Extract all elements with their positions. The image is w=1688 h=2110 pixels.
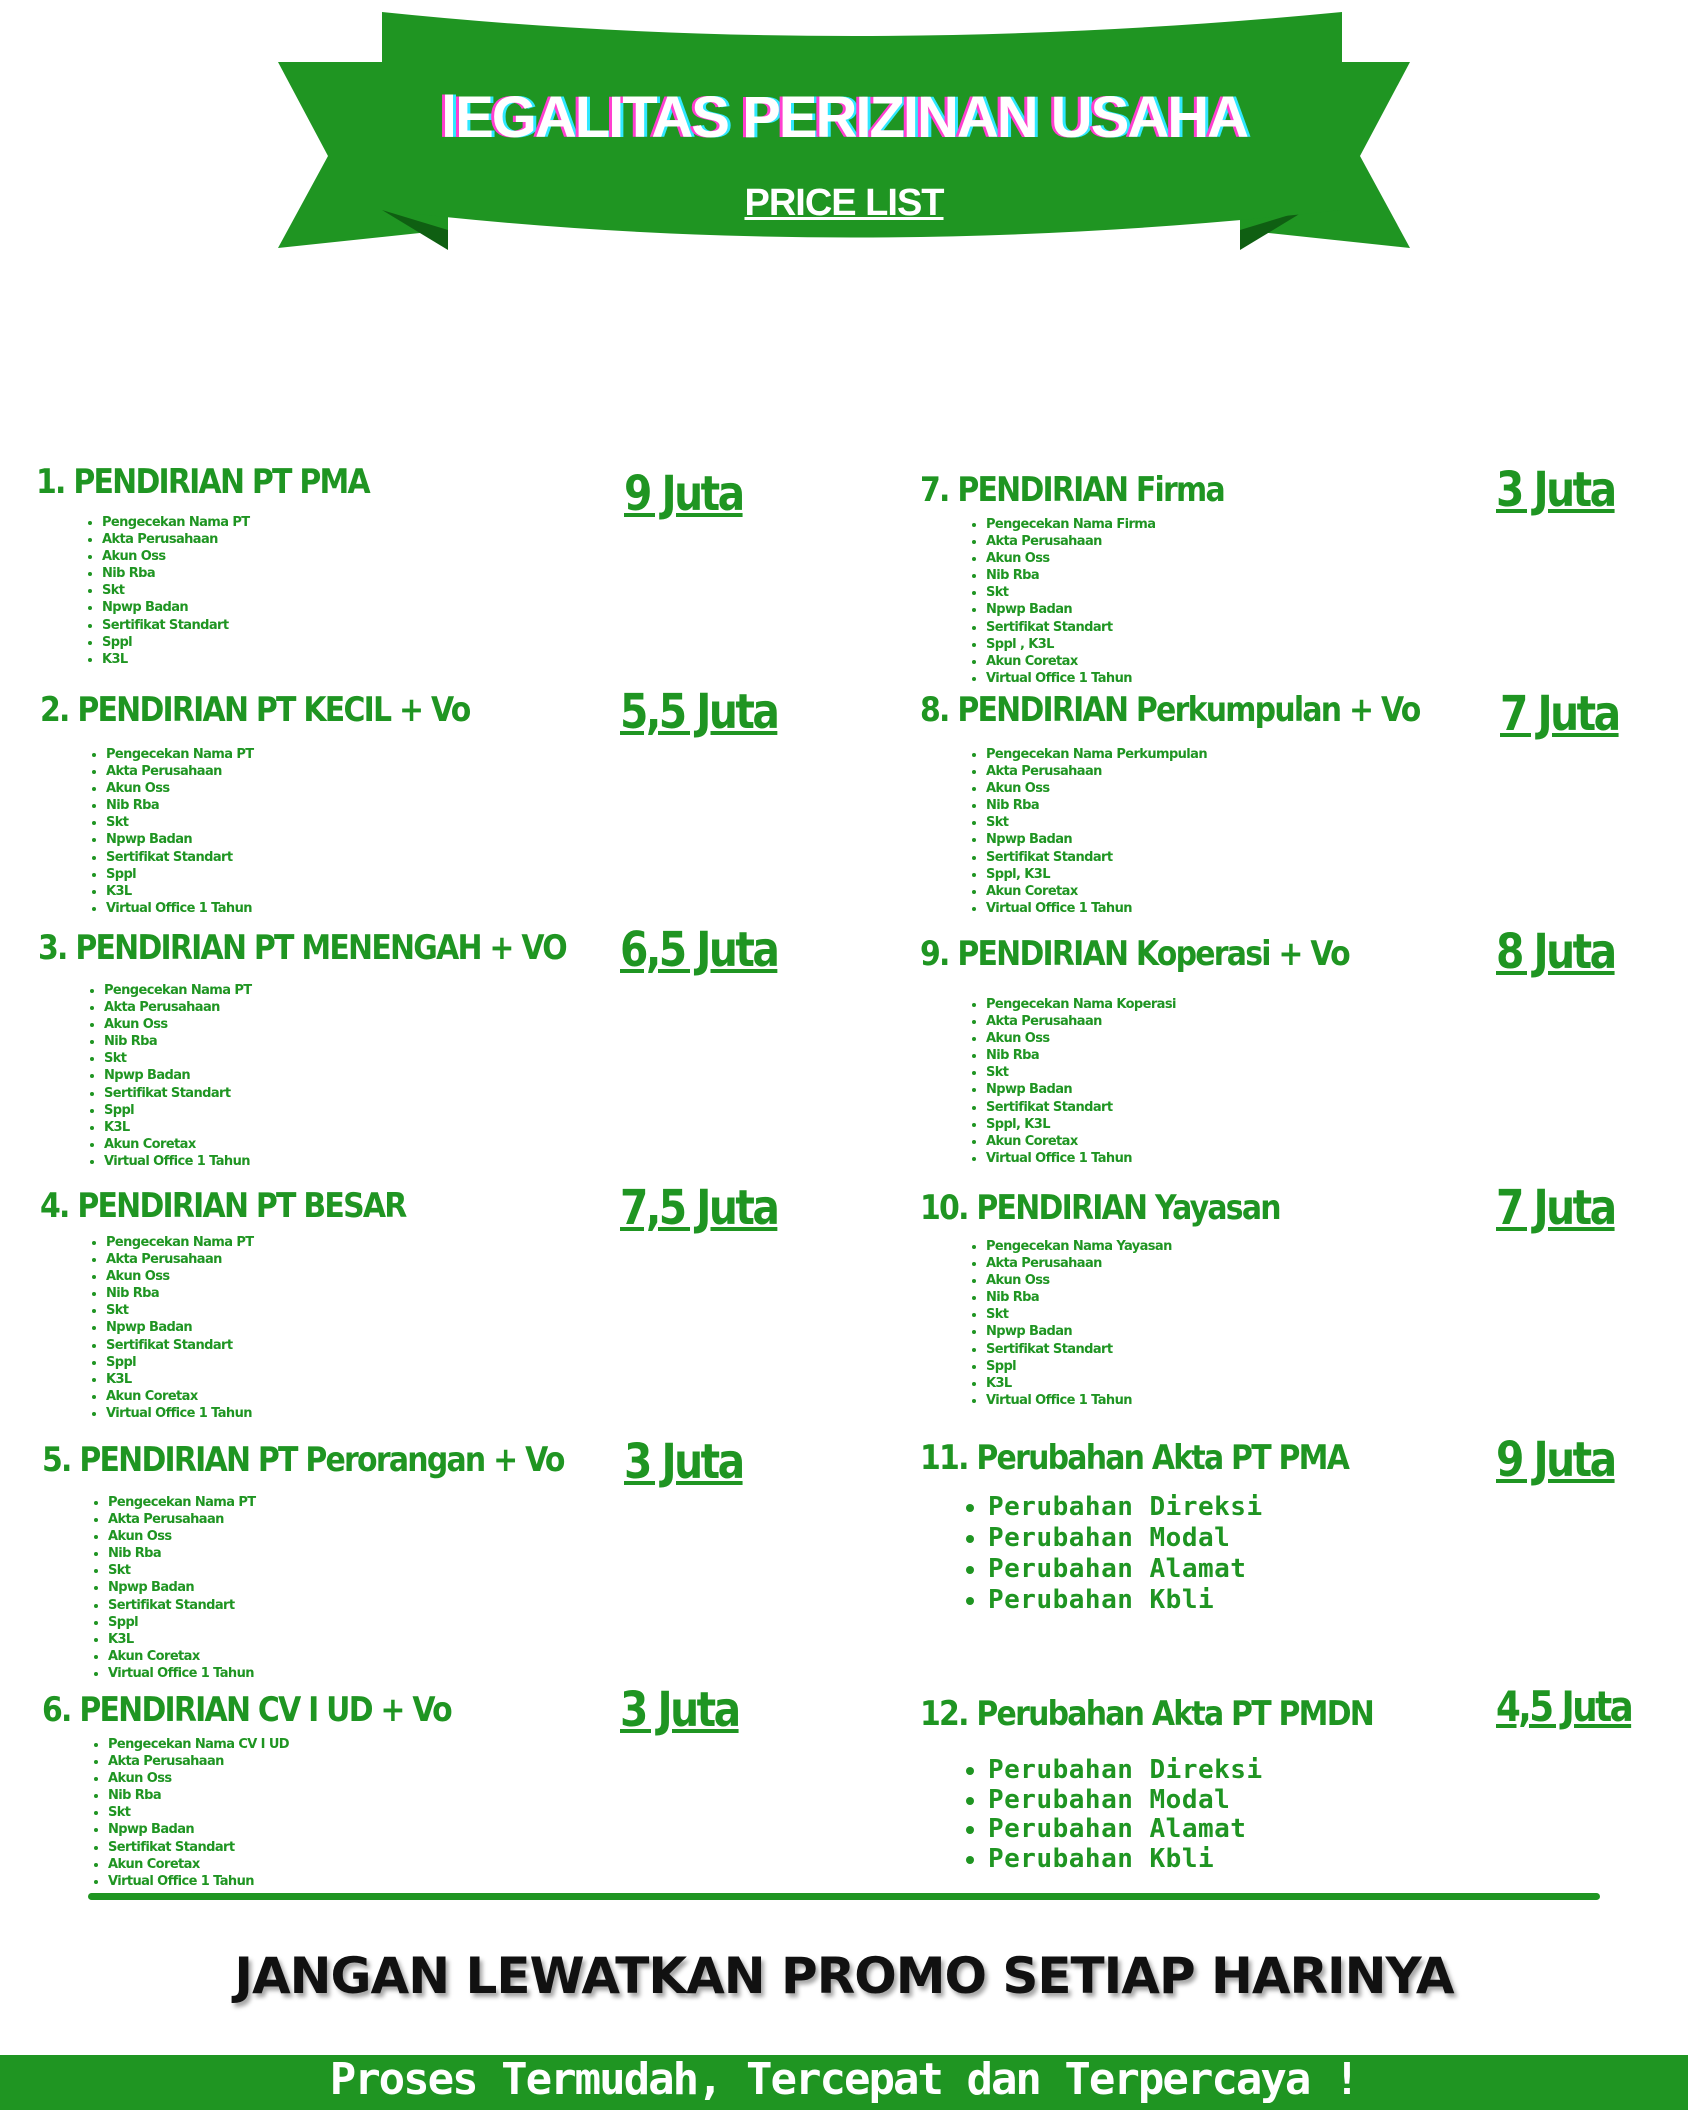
feature-list <box>920 516 1265 687</box>
list-item: • Skt <box>108 1562 635 1579</box>
list-item: • Sertifikat Standart <box>104 1085 638 1102</box>
list-item: • Npwp Badan <box>108 1821 507 1838</box>
list-item: • Sertifikat Standart <box>986 619 1265 636</box>
service-item-11 <box>920 1438 1406 1616</box>
list-item: • Perubahan Modal <box>988 1523 1406 1554</box>
list-item: • Akta Perusahaan <box>986 1013 1407 1030</box>
price-list-subtitle: PRICE LIST <box>744 182 944 224</box>
service-item-12 <box>920 1694 1435 1874</box>
feature-list <box>920 1756 1435 1874</box>
list-item: • K3L <box>102 651 414 668</box>
list-item: • Sertifikat Standart <box>108 1839 507 1856</box>
price-label: 3 Juta <box>1496 462 1615 518</box>
list-item: • Akta Perusahaan <box>106 1251 455 1268</box>
feature-list <box>42 1736 507 1890</box>
price-label: 9 Juta <box>1496 1432 1615 1488</box>
list-item: • Skt <box>106 1302 455 1319</box>
list-item: • Npwp Badan <box>986 601 1265 618</box>
list-item: • Akun Oss <box>104 1016 638 1033</box>
feature-list <box>920 1492 1406 1616</box>
list-item: • K3L <box>986 1375 1329 1392</box>
list-item: • Akun Oss <box>102 548 414 565</box>
feature-list <box>36 514 414 668</box>
list-item: • K3L <box>106 1371 455 1388</box>
service-item-1 <box>36 462 414 668</box>
list-item: • Sppl , K3L <box>986 636 1265 653</box>
list-item: • Nib Rba <box>986 1289 1329 1306</box>
list-item: • Akta Perusahaan <box>108 1753 507 1770</box>
list-item: • Nib Rba <box>986 567 1265 584</box>
service-item-6 <box>42 1690 507 1890</box>
service-title: 2. PENDIRIAN PT KECIL + Vo <box>40 690 470 730</box>
list-item: • Perubahan Kbli <box>988 1845 1435 1875</box>
list-item: • Nib Rba <box>102 565 414 582</box>
service-item-2 <box>40 690 528 917</box>
list-item: • Pengecekan Nama PT <box>102 514 414 531</box>
price-label: 4,5 Juta <box>1496 1682 1632 1731</box>
list-item: • Nib Rba <box>106 797 528 814</box>
divider-line <box>88 1893 1600 1900</box>
service-title: 7. PENDIRIAN Firma <box>920 470 1224 510</box>
list-item: • Akun Oss <box>108 1528 635 1545</box>
list-item: • Npwp Badan <box>106 1319 455 1336</box>
price-label: 3 Juta <box>620 1682 739 1738</box>
service-title: 4. PENDIRIAN PT BESAR <box>40 1186 406 1226</box>
list-item: • Skt <box>986 584 1265 601</box>
service-title: 3. PENDIRIAN PT MENENGAH + VO <box>38 928 566 968</box>
list-item: • Skt <box>106 814 528 831</box>
service-title: 8. PENDIRIAN Perkumpulan + Vo <box>920 690 1420 730</box>
service-item-7 <box>920 470 1265 687</box>
feature-list <box>920 1238 1329 1409</box>
list-item: • Pengecekan Nama PT <box>104 982 638 999</box>
list-item: • Sppl, K3L <box>986 1116 1407 1133</box>
list-item: • Akta Perusahaan <box>106 763 528 780</box>
price-label: 3 Juta <box>624 1434 743 1490</box>
service-title: 5. PENDIRIAN PT Perorangan + Vo <box>42 1440 564 1480</box>
list-item: • Akun Oss <box>108 1770 507 1787</box>
feature-list <box>40 1234 455 1422</box>
list-item: • Akta Perusahaan <box>104 999 638 1016</box>
list-item: • Pengecekan Nama Koperasi <box>986 996 1407 1013</box>
list-item: • K3L <box>108 1631 635 1648</box>
price-label: 8 Juta <box>1496 924 1615 980</box>
list-item: • Virtual Office 1 Tahun <box>104 1153 638 1170</box>
list-item: • Virtual Office 1 Tahun <box>986 900 1488 917</box>
list-item: • Pengecekan Nama PT <box>106 746 528 763</box>
price-label: 7 Juta <box>1496 1180 1615 1236</box>
list-item: • Pengecekan Nama CV I UD <box>108 1736 507 1753</box>
list-item: • Virtual Office 1 Tahun <box>986 1150 1407 1167</box>
list-item: • Akun Oss <box>106 1268 455 1285</box>
list-item: • Nib Rba <box>104 1033 638 1050</box>
list-item: • Akun Coretax <box>108 1856 507 1873</box>
list-item: • Sppl <box>108 1614 635 1631</box>
list-item: • Sppl <box>986 1358 1329 1375</box>
list-item: • Skt <box>102 582 414 599</box>
promo-heading: JANGAN LEWATKAN PROMO SETIAP HARINYA <box>234 1947 1454 2005</box>
list-item: • Virtual Office 1 Tahun <box>986 1392 1329 1409</box>
list-item: • K3L <box>106 883 528 900</box>
service-item-4 <box>40 1186 455 1422</box>
list-item: • Akta Perusahaan <box>986 1255 1329 1272</box>
list-item: • Npwp Badan <box>104 1067 638 1084</box>
list-item: • Perubahan Modal <box>988 1786 1435 1816</box>
list-item: • Skt <box>108 1804 507 1821</box>
list-item: • Akun Oss <box>106 780 528 797</box>
list-item: • Virtual Office 1 Tahun <box>108 1665 635 1682</box>
list-item: • Akun Oss <box>986 1272 1329 1289</box>
list-item: • Akun Coretax <box>986 1133 1407 1150</box>
list-item: • Perubahan Alamat <box>988 1554 1406 1585</box>
list-item: • Nib Rba <box>986 1047 1407 1064</box>
price-label: 5,5 Juta <box>620 684 778 740</box>
list-item: • Akun Coretax <box>106 1388 455 1405</box>
list-item: • Pengecekan Nama Yayasan <box>986 1238 1329 1255</box>
list-item: • Npwp Badan <box>986 1081 1407 1098</box>
list-item: • Npwp Badan <box>106 831 528 848</box>
list-item: • Perubahan Direksi <box>988 1756 1435 1786</box>
price-label: 7,5 Juta <box>620 1180 778 1236</box>
list-item: • Akun Oss <box>986 1030 1407 1047</box>
list-item: • Skt <box>986 1064 1407 1081</box>
list-item: • Sppl <box>106 866 528 883</box>
list-item: • Npwp Badan <box>986 1323 1329 1340</box>
footer-tagline: Proses Termudah, Tercepat dan Terpercaya ! <box>329 2054 1359 2105</box>
feature-list <box>920 996 1407 1167</box>
price-label: 6,5 Juta <box>620 922 778 978</box>
list-item: • Perubahan Direksi <box>988 1492 1406 1523</box>
list-item: • Virtual Office 1 Tahun <box>106 900 528 917</box>
service-title: 12. Perubahan Akta PT PMDN <box>920 1694 1374 1734</box>
list-item: • Perubahan Kbli <box>988 1585 1406 1616</box>
list-item: • Sertifikat Standart <box>108 1597 635 1614</box>
list-item: • Skt <box>104 1050 638 1067</box>
list-item: • Pengecekan Nama Perkumpulan <box>986 746 1488 763</box>
list-item: • Pengecekan Nama PT <box>106 1234 455 1251</box>
list-item: • Nib Rba <box>106 1285 455 1302</box>
feature-list <box>42 1494 635 1682</box>
service-title: 9. PENDIRIAN Koperasi + Vo <box>920 934 1349 974</box>
list-item: • Akta Perusahaan <box>102 531 414 548</box>
list-item: • Sertifikat Standart <box>986 1099 1407 1116</box>
service-item-3 <box>38 928 638 1170</box>
service-item-9 <box>920 934 1407 1167</box>
list-item: • Akun Coretax <box>986 883 1488 900</box>
list-item: • Akun Oss <box>986 780 1488 797</box>
service-title: 6. PENDIRIAN CV I UD + Vo <box>42 1690 451 1730</box>
list-item: • Akun Oss <box>986 550 1265 567</box>
list-item: • Akta Perusahaan <box>108 1511 635 1528</box>
list-item: • Nib Rba <box>108 1787 507 1804</box>
page-title: lEGALITAS PERIZINAN USAHA <box>440 85 1248 150</box>
list-item: • Akta Perusahaan <box>986 763 1488 780</box>
feature-list <box>920 746 1488 917</box>
list-item: • Akun Coretax <box>108 1648 635 1665</box>
list-item: • Sppl <box>106 1354 455 1371</box>
list-item: • Nib Rba <box>986 797 1488 814</box>
list-item: • K3L <box>104 1119 638 1136</box>
list-item: • Skt <box>986 1306 1329 1323</box>
list-item: • Npwp Badan <box>102 599 414 616</box>
list-item: • Sppl <box>104 1102 638 1119</box>
list-item: • Pengecekan Nama PT <box>108 1494 635 1511</box>
list-item: • Sertifikat Standart <box>102 617 414 634</box>
service-title: 11. Perubahan Akta PT PMA <box>920 1438 1349 1478</box>
service-title: 10. PENDIRIAN Yayasan <box>920 1188 1280 1228</box>
list-item: • Sppl <box>102 634 414 651</box>
service-title: 1. PENDIRIAN PT PMA <box>36 462 369 502</box>
list-item: • Npwp Badan <box>108 1579 635 1596</box>
list-item: • Sertifikat Standart <box>986 1341 1329 1358</box>
feature-list <box>40 746 528 917</box>
service-item-10 <box>920 1188 1329 1409</box>
list-item: • Skt <box>986 814 1488 831</box>
list-item: • Virtual Office 1 Tahun <box>986 670 1265 687</box>
list-item: • Sertifikat Standart <box>986 849 1488 866</box>
feature-list <box>38 982 638 1170</box>
list-item: • Akun Coretax <box>104 1136 638 1153</box>
list-item: • Perubahan Alamat <box>988 1815 1435 1845</box>
service-item-5 <box>42 1440 635 1682</box>
price-label: 9 Juta <box>624 466 743 522</box>
list-item: • Akun Coretax <box>986 653 1265 670</box>
list-item: • Pengecekan Nama Firma <box>986 516 1265 533</box>
service-item-8 <box>920 690 1488 917</box>
list-item: • Sppl, K3L <box>986 866 1488 883</box>
price-label: 7 Juta <box>1500 686 1619 742</box>
list-item: • Npwp Badan <box>986 831 1488 848</box>
list-item: • Sertifikat Standart <box>106 1337 455 1354</box>
list-item: • Virtual Office 1 Tahun <box>106 1405 455 1422</box>
list-item: • Virtual Office 1 Tahun <box>108 1873 507 1890</box>
list-item: • Akta Perusahaan <box>986 533 1265 550</box>
list-item: • Nib Rba <box>108 1545 635 1562</box>
list-item: • Sertifikat Standart <box>106 849 528 866</box>
